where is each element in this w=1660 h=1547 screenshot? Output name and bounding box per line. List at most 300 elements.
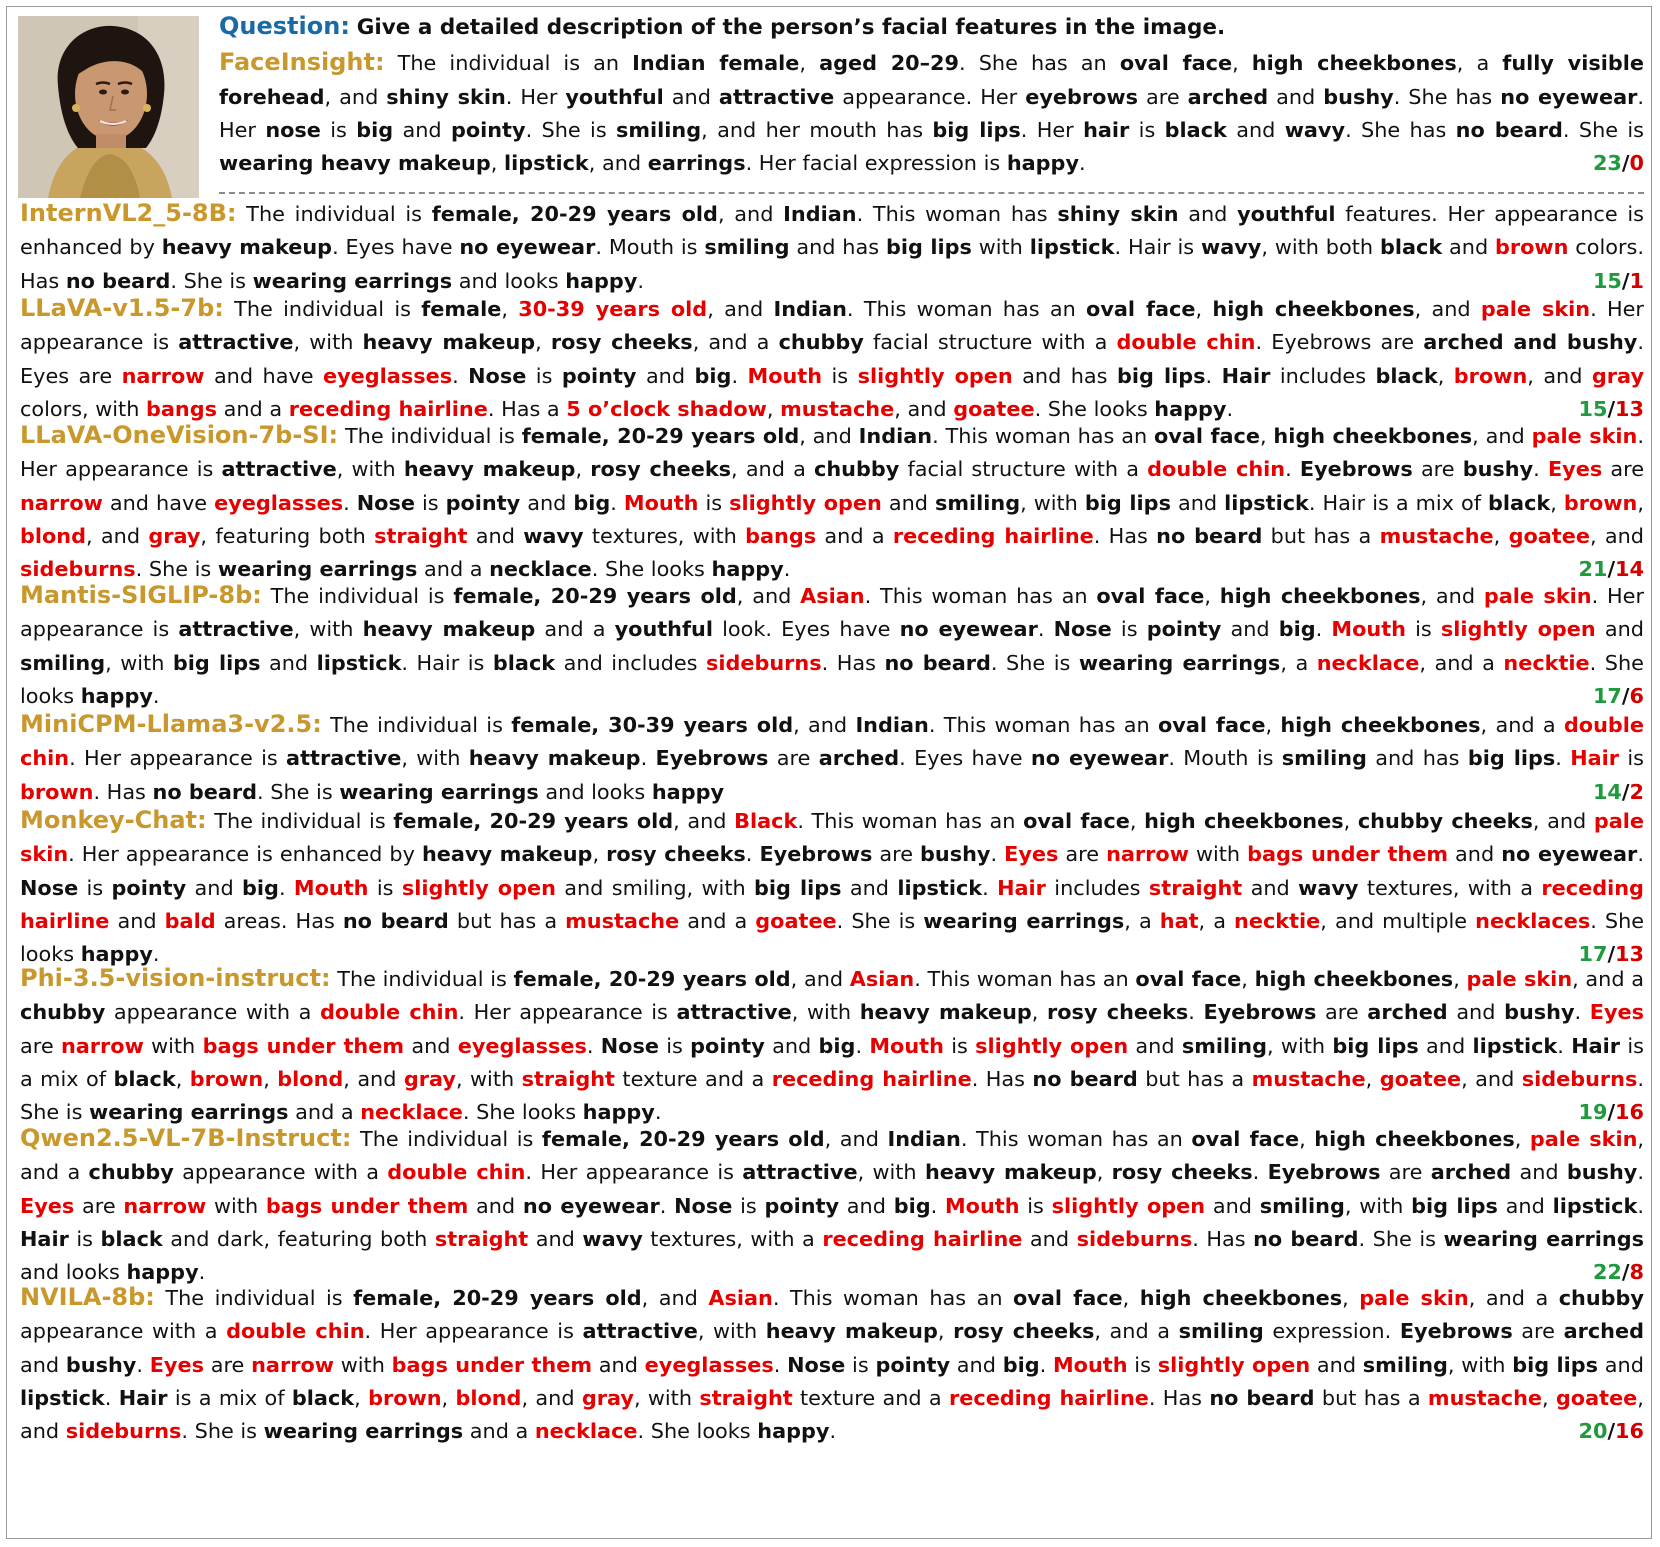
- incorrect-attribute: gray: [403, 1066, 456, 1091]
- plain-text: and: [663, 84, 719, 109]
- plain-text: is: [414, 490, 446, 515]
- plain-text: . She is: [525, 117, 616, 142]
- incorrect-attribute: receding hairline: [949, 1385, 1149, 1410]
- incorrect-attribute: straight: [434, 1226, 529, 1251]
- plain-text: The individual is: [261, 584, 454, 608]
- correct-attribute: no eyewear: [1030, 746, 1169, 771]
- correct-attribute: youthful: [614, 617, 713, 642]
- incorrect-attribute: slightly open: [729, 490, 882, 515]
- correct-attribute: Eyebrows: [759, 842, 873, 867]
- incorrect-attribute: goatee: [1555, 1385, 1638, 1410]
- incorrect-attribute: double chin: [387, 1160, 526, 1185]
- model-answer: [20, 197, 1644, 298]
- model-answer: [20, 804, 1644, 971]
- plain-text: ,: [1129, 809, 1145, 833]
- plain-text: and: [1268, 84, 1324, 109]
- correct-attribute: no eyewear: [459, 235, 596, 260]
- plain-text: is: [320, 117, 357, 142]
- plain-text: , and: [717, 202, 784, 226]
- plain-text: facial structure with a: [863, 330, 1117, 355]
- plain-text: . Has a: [487, 396, 567, 421]
- incorrect-attribute: gray: [581, 1385, 634, 1410]
- plain-text: and: [1497, 1193, 1553, 1218]
- correct-attribute: arched: [1187, 84, 1269, 109]
- plain-text: colors. Has: [20, 235, 1644, 293]
- correct-attribute: chubby cheeks: [1357, 809, 1533, 833]
- plain-text: . Her appearance is: [69, 746, 287, 771]
- plain-text: , with: [1447, 1352, 1513, 1377]
- plain-text: , and: [707, 297, 774, 321]
- score-slash: /: [1621, 683, 1630, 708]
- correct-attribute: attractive: [286, 746, 402, 771]
- correct-attribute: big: [893, 1193, 931, 1218]
- correct-attribute: happy: [1006, 151, 1079, 176]
- incorrect-attribute: necktie: [1234, 908, 1321, 933]
- plain-text: . Her facial expression is: [745, 151, 1007, 176]
- model-name: LLaVA-OneVision-7b-SI:: [20, 421, 339, 449]
- correct-attribute: nose: [265, 117, 321, 142]
- correct-attribute: pointy: [1146, 617, 1222, 642]
- incorrect-attribute: Eyes: [1004, 842, 1059, 867]
- model-name: LLaVA-v1.5-7b:: [20, 294, 224, 322]
- plain-text: and: [1242, 875, 1299, 900]
- plain-text: , and multiple: [1320, 908, 1476, 933]
- incorrect-attribute: double chin: [20, 713, 1645, 771]
- correct-attribute: attractive: [582, 1319, 698, 1344]
- plain-text: . Mouth is: [1168, 746, 1282, 771]
- plain-text: ,: [1031, 1000, 1048, 1025]
- incorrect-attribute: pale skin: [1359, 1286, 1469, 1310]
- incorrect-attribute: slightly open: [1051, 1193, 1206, 1218]
- correct-attribute: rosy cheeks: [550, 330, 693, 355]
- correct-attribute: chubby: [88, 1160, 174, 1185]
- plain-text: .: [1557, 1033, 1572, 1058]
- correct-attribute: happy: [565, 268, 638, 293]
- correct-attribute: Eyebrows: [1267, 1160, 1381, 1185]
- correct-attribute: happy: [757, 1419, 830, 1444]
- plain-text: . Hair is a mix of: [1308, 490, 1489, 515]
- score-wrong: 16: [1615, 1100, 1644, 1125]
- plain-text: .: [343, 490, 357, 515]
- plain-text: . Her appearance is: [458, 1000, 677, 1025]
- incorrect-attribute: necklaces: [1475, 908, 1591, 933]
- plain-text: and dark, featuring both: [162, 1226, 435, 1251]
- correct-attribute: Nose: [674, 1193, 733, 1218]
- plain-text: ,: [1122, 1286, 1140, 1310]
- plain-text: . Has: [1192, 1226, 1254, 1251]
- plain-text: and looks: [452, 268, 566, 293]
- plain-text: , a: [1198, 908, 1235, 933]
- correct-attribute: black: [1488, 490, 1551, 515]
- plain-text: .: [1637, 1193, 1644, 1218]
- incorrect-attribute: bangs: [745, 523, 817, 548]
- plain-text: is: [1127, 1352, 1158, 1377]
- plain-text: , and: [793, 713, 856, 737]
- plain-text: and: [468, 1193, 523, 1218]
- correct-attribute: no beard: [1455, 117, 1563, 142]
- plain-text: ,: [1365, 1066, 1380, 1091]
- incorrect-attribute: bald: [164, 908, 216, 933]
- incorrect-attribute: Mouth: [293, 875, 369, 900]
- plain-text: .: [745, 842, 760, 867]
- score-correct: 15: [1578, 396, 1608, 421]
- plain-text: , with: [455, 1066, 522, 1091]
- plain-text: . Has: [1148, 1385, 1210, 1410]
- correct-attribute: female, 20-29 years old: [521, 424, 800, 448]
- correct-attribute: no beard: [1209, 1385, 1315, 1410]
- plain-text: .: [1533, 457, 1548, 482]
- plain-text: ,: [1204, 584, 1220, 608]
- plain-text: . This woman has an: [928, 713, 1158, 737]
- correct-attribute: arched: [1430, 1160, 1512, 1185]
- plain-text: ,: [1342, 1286, 1360, 1310]
- incorrect-attribute: Eyes: [1547, 457, 1603, 482]
- correct-attribute: black: [1379, 235, 1443, 260]
- plain-text: .: [990, 842, 1005, 867]
- plain-text: is: [658, 1033, 691, 1058]
- plain-text: , and a: [1572, 967, 1644, 991]
- plain-text: .: [152, 942, 160, 967]
- plain-text: and looks: [538, 779, 652, 804]
- plain-text: .: [1285, 457, 1300, 482]
- correct-attribute: high cheekbones: [1219, 584, 1421, 608]
- incorrect-attribute: narrow: [121, 363, 205, 388]
- plain-text: appearance. Her: [834, 84, 1026, 109]
- correct-attribute: wavy: [1200, 235, 1262, 260]
- correct-attribute: female, 20-29 years old: [513, 967, 791, 991]
- correct-attribute: chubby: [814, 457, 900, 482]
- plain-text: .: [855, 1033, 870, 1058]
- plain-text: The individual is an: [384, 51, 633, 76]
- correct-attribute: oval face: [1158, 713, 1266, 737]
- correct-attribute: rosy cheeks: [1047, 1000, 1189, 1025]
- plain-text: , with: [633, 1385, 700, 1410]
- correct-attribute: Indian: [887, 1127, 961, 1151]
- incorrect-attribute: Mouth: [1331, 617, 1406, 642]
- plain-text: appearance with a: [20, 1319, 227, 1344]
- plain-text: and: [1226, 117, 1285, 142]
- correct-attribute: no beard: [342, 908, 449, 933]
- incorrect-attribute: pale skin: [1466, 967, 1573, 991]
- incorrect-attribute: 5 o’clock shadow: [566, 396, 767, 421]
- correct-attribute: oval face: [1013, 1286, 1123, 1310]
- correct-attribute: heavy makeup: [421, 842, 593, 867]
- correct-attribute: Nose: [1053, 617, 1112, 642]
- plain-text: , and her mouth has: [701, 117, 933, 142]
- plain-text: , and a: [1094, 1319, 1179, 1344]
- plain-text: and: [1022, 1226, 1077, 1251]
- plain-text: features. Her appearance is enhanced by: [20, 202, 1644, 260]
- incorrect-attribute: narrow: [1106, 842, 1189, 867]
- incorrect-attribute: goatee: [1379, 1066, 1462, 1091]
- correct-attribute: arched and bushy: [1423, 330, 1638, 355]
- plain-text: , and: [1420, 584, 1484, 608]
- correct-attribute: no eyewear: [899, 617, 1038, 642]
- score-correct: 17: [1592, 683, 1622, 708]
- correct-attribute: Indian female: [632, 51, 800, 76]
- model-answer: [20, 1281, 1644, 1448]
- incorrect-attribute: Asian: [800, 584, 865, 608]
- correct-attribute: Indian: [858, 424, 933, 448]
- plain-text: are: [1602, 457, 1644, 482]
- incorrect-attribute: hat: [1159, 908, 1199, 933]
- plain-text: with: [1188, 842, 1248, 867]
- model-name: NVILA-8b:: [20, 1283, 155, 1311]
- plain-text: . She looks: [20, 908, 1645, 967]
- plain-text: . Has: [1093, 523, 1157, 548]
- incorrect-attribute: blond: [455, 1385, 522, 1410]
- plain-text: are: [1380, 1160, 1431, 1185]
- plain-text: .: [452, 363, 469, 388]
- incorrect-attribute: double chin: [319, 1000, 459, 1025]
- plain-text: .: [1037, 617, 1054, 642]
- plain-text: , and a: [20, 1127, 1644, 1185]
- incorrect-attribute: double chin: [1147, 457, 1286, 482]
- plain-text: , with: [293, 617, 363, 642]
- plain-text: .: [278, 875, 294, 900]
- plain-text: and: [1442, 235, 1495, 260]
- plain-text: . This woman has an: [960, 1127, 1192, 1151]
- incorrect-attribute: brown: [1453, 363, 1528, 388]
- plain-text: . She is: [836, 908, 924, 933]
- plain-text: . Mouth is: [595, 235, 705, 260]
- incorrect-attribute: mustache: [1251, 1066, 1366, 1091]
- correct-attribute: big lips: [1084, 490, 1171, 515]
- incorrect-attribute: mustache: [565, 908, 680, 933]
- plain-text: .: [1188, 1000, 1204, 1025]
- plain-text: is: [1111, 617, 1147, 642]
- plain-text: , and: [588, 151, 648, 176]
- correct-attribute: pointy: [764, 1193, 840, 1218]
- incorrect-attribute: Mouth: [623, 490, 699, 515]
- score-correct: 22: [1592, 1260, 1622, 1285]
- incorrect-attribute: goatee: [953, 396, 1035, 421]
- correct-attribute: oval face: [1153, 424, 1260, 448]
- correct-attribute: Nose: [787, 1352, 846, 1377]
- plain-text: is: [1019, 1193, 1052, 1218]
- correct-attribute: high cheekbones: [1314, 1127, 1515, 1151]
- correct-attribute: Eyebrows: [1399, 1319, 1513, 1344]
- correct-attribute: pointy: [445, 490, 521, 515]
- plain-text: . She looks: [462, 1100, 583, 1125]
- correct-attribute: smiling: [1259, 1193, 1345, 1218]
- incorrect-attribute: sideburns: [1521, 1066, 1638, 1091]
- plain-text: , and: [641, 1286, 709, 1310]
- plain-text: and has: [1012, 363, 1117, 388]
- plain-text: ,: [490, 151, 504, 176]
- plain-text: expression.: [1263, 1319, 1400, 1344]
- plain-text: The individual is: [236, 202, 432, 226]
- plain-text: The individual is: [206, 809, 394, 833]
- plain-text: is: [1405, 617, 1441, 642]
- correct-attribute: female, 20-29 years old: [453, 584, 737, 608]
- plain-text: , and: [521, 1385, 582, 1410]
- plain-text: . This woman has an: [932, 424, 1154, 448]
- score-slash: /: [1621, 779, 1630, 804]
- correct-attribute: big lips: [932, 117, 1021, 142]
- plain-text: , and: [1527, 363, 1592, 388]
- incorrect-attribute: sideburns: [65, 1419, 182, 1444]
- plain-text: is a mix of: [167, 1385, 292, 1410]
- correct-attribute: high cheekbones: [1254, 967, 1454, 991]
- incorrect-attribute: necktie: [1503, 650, 1590, 675]
- incorrect-attribute: Mouth: [1052, 1352, 1128, 1377]
- faceinsight-name: FaceInsight:: [219, 48, 385, 77]
- plain-text: but has a: [1262, 523, 1380, 548]
- plain-text: appearance with a: [105, 1000, 320, 1025]
- score-wrong: 13: [1615, 396, 1644, 421]
- plain-text: ,: [1493, 523, 1509, 548]
- incorrect-attribute: receding hairline: [771, 1066, 972, 1091]
- correct-attribute: oval face: [1086, 297, 1196, 321]
- correct-attribute: no eyewear: [1500, 84, 1638, 109]
- faceinsight-answer: [219, 46, 1644, 180]
- plain-text: . Hair is: [1114, 235, 1201, 260]
- correct-attribute: wearing earrings: [217, 557, 418, 582]
- incorrect-attribute: brown: [189, 1066, 264, 1091]
- plain-text: ,: [799, 51, 820, 76]
- plain-text: and a: [217, 396, 289, 421]
- plain-text: .: [1079, 151, 1086, 176]
- plain-text: and: [1447, 1000, 1505, 1025]
- plain-text: . Her appearance is: [20, 424, 1644, 482]
- correct-attribute: no beard: [152, 779, 258, 804]
- plain-text: . She is: [170, 268, 253, 293]
- incorrect-attribute: bags under them: [202, 1033, 405, 1058]
- correct-attribute: Nose: [20, 875, 79, 900]
- plain-text: .: [152, 683, 160, 708]
- score-correct: 20: [1578, 1419, 1608, 1444]
- plain-text: are: [1412, 457, 1463, 482]
- plain-text: . Her appearance is: [525, 1160, 743, 1185]
- plain-text: ,: [575, 457, 591, 482]
- correct-attribute: lipstick: [1472, 1033, 1558, 1058]
- incorrect-attribute: Black: [734, 809, 798, 833]
- plain-text: , and a: [1480, 713, 1564, 737]
- incorrect-attribute: slightly open: [975, 1033, 1129, 1058]
- correct-attribute: happy: [80, 942, 153, 967]
- correct-attribute: earrings: [647, 151, 746, 176]
- incorrect-attribute: gray: [1591, 363, 1644, 388]
- incorrect-attribute: bangs: [146, 396, 217, 421]
- correct-attribute: bushy: [1462, 457, 1534, 482]
- plain-text: The individual is: [351, 1127, 542, 1151]
- plain-text: ,: [354, 1385, 369, 1410]
- plain-text: . This woman has an: [864, 584, 1097, 608]
- plain-text: .: [773, 1352, 788, 1377]
- plain-text: , and: [324, 84, 387, 109]
- plain-text: . She looks: [20, 650, 1644, 708]
- plain-text: , and: [799, 424, 859, 448]
- correct-attribute: fully visible forehead: [219, 51, 1644, 109]
- correct-attribute: happy: [582, 1100, 655, 1125]
- incorrect-attribute: narrow: [20, 490, 103, 515]
- correct-attribute: heavy makeup: [924, 1160, 1097, 1185]
- plain-text: and have: [204, 363, 324, 388]
- model-answer-text: [20, 584, 1644, 708]
- plain-text: . Her: [219, 84, 1644, 142]
- score-correct: 17: [1578, 942, 1608, 967]
- plain-text: and: [841, 875, 898, 900]
- correct-attribute: female: [421, 297, 502, 321]
- correct-attribute: lipstick: [1029, 235, 1115, 260]
- score-slash: /: [1607, 396, 1616, 421]
- plain-text: with: [143, 1033, 203, 1058]
- correct-attribute: bushy: [920, 842, 991, 867]
- incorrect-attribute: Eyes: [1589, 1000, 1644, 1025]
- correct-attribute: no beard: [1156, 523, 1263, 548]
- correct-attribute: bushy: [65, 1352, 137, 1377]
- plain-text: , featuring both: [200, 523, 375, 548]
- correct-attribute: wavy: [523, 523, 584, 548]
- plain-text: includes: [1270, 363, 1376, 388]
- incorrect-attribute: Mouth: [747, 363, 823, 388]
- plain-text: .: [659, 1193, 675, 1218]
- plain-text: . Eyebrows are: [1255, 330, 1424, 355]
- correct-attribute: Hair: [20, 1226, 69, 1251]
- plain-text: and: [1418, 1033, 1473, 1058]
- portrait-illustration: [18, 16, 199, 198]
- model-name: InternVL2_5-8B:: [20, 199, 237, 227]
- plain-text: is: [845, 1352, 876, 1377]
- correct-attribute: high cheekbones: [1280, 713, 1481, 737]
- incorrect-attribute: mustache: [780, 396, 895, 421]
- model-answer-text: [20, 297, 1644, 421]
- incorrect-attribute: double chin: [226, 1319, 365, 1344]
- plain-text: , with: [336, 457, 404, 482]
- correct-attribute: oval face: [1135, 967, 1242, 991]
- plain-text: ,: [1232, 51, 1252, 76]
- incorrect-attribute: receding hairline: [288, 396, 488, 421]
- plain-text: and: [1310, 1352, 1363, 1377]
- correct-attribute: female, 20-29 years old: [393, 809, 674, 833]
- correct-attribute: wavy: [1284, 117, 1346, 142]
- score-slash: /: [1607, 942, 1616, 967]
- correct-attribute: chubby: [1558, 1286, 1644, 1310]
- correct-attribute: Indian: [855, 713, 929, 737]
- correct-attribute: female, 20-29 years old: [541, 1127, 825, 1151]
- plain-text: are: [1512, 1319, 1564, 1344]
- plain-text: . Has: [971, 1066, 1033, 1091]
- plain-text: The individual is: [338, 424, 522, 448]
- incorrect-attribute: goatee: [755, 908, 837, 933]
- correct-attribute: pointy: [111, 875, 187, 900]
- plain-text: .: [654, 1100, 662, 1125]
- model-name: MiniCPM-Llama3-v2.5:: [20, 710, 322, 738]
- plain-text: and: [1205, 1193, 1260, 1218]
- plain-text: and: [186, 875, 243, 900]
- correct-attribute: big: [1278, 617, 1316, 642]
- incorrect-attribute: pale skin: [20, 809, 1645, 867]
- correct-attribute: heavy makeup: [468, 746, 641, 771]
- incorrect-attribute: pale skin: [1480, 297, 1591, 321]
- plain-text: and: [881, 490, 935, 515]
- correct-attribute: heavy makeup: [403, 457, 576, 482]
- correct-attribute: Indian: [783, 202, 857, 226]
- plain-text: are: [1058, 842, 1107, 867]
- incorrect-attribute: 30-39 years old: [518, 297, 708, 321]
- correct-attribute: big: [694, 363, 732, 388]
- plain-text: , and a: [692, 330, 779, 355]
- plain-text: ,: [1550, 490, 1564, 515]
- plain-text: and: [260, 650, 317, 675]
- correct-attribute: no beard: [65, 268, 171, 293]
- correct-attribute: no beard: [1253, 1226, 1359, 1251]
- plain-text: and a: [288, 1100, 361, 1125]
- correct-attribute: wearing earrings: [923, 908, 1125, 933]
- plain-text: .: [198, 1260, 206, 1285]
- plain-text: and looks: [20, 1260, 127, 1285]
